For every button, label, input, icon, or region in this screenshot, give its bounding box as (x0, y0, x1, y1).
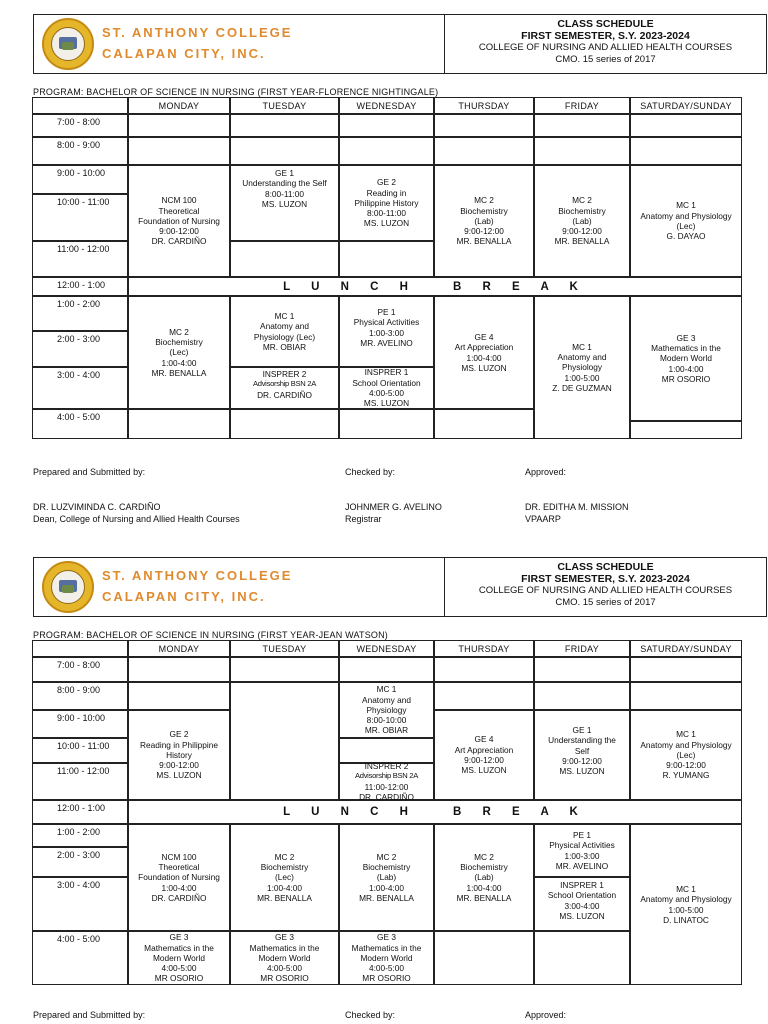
course-block (434, 165, 534, 277)
empty-slot (630, 421, 742, 439)
day-header: THURSDAY (434, 97, 534, 114)
course-code: MC 1 (376, 684, 397, 695)
empty-slot (434, 137, 534, 165)
cmo-reference: CMO. 15 series of 2017 (555, 54, 656, 65)
prepared-title: Dean, College of Nursing and Allied Health Courses (33, 514, 240, 524)
approved-title: VPAARP (525, 514, 561, 524)
empty-slot (534, 657, 630, 682)
course-code: GE 3 (676, 332, 696, 343)
course-title: Philippine History (354, 197, 419, 208)
course-instructor: MR. BENALLA (151, 367, 207, 378)
course-title: Theoretical (158, 862, 200, 873)
course-code: GE 4 (474, 734, 494, 745)
time-slot: 1:00 - 2:00 (32, 296, 128, 331)
course-instructor: MR. AVELINO (360, 337, 413, 348)
course-code: MC 2 (572, 195, 592, 206)
course-title: Art Appreciation (454, 342, 514, 353)
day-header: MONDAY (128, 97, 230, 114)
day-header: WEDNESDAY (339, 97, 434, 114)
course-instructor: MS. LUZON (363, 218, 410, 229)
schedule-title: CLASS SCHEDULE (557, 561, 654, 573)
course-title: Anatomy and (557, 352, 607, 363)
day-header: TUESDAY (230, 640, 339, 657)
time-slot: 2:00 - 3:00 (32, 847, 128, 877)
course-title: School Orientation (547, 890, 617, 901)
course-code: MC 1 (676, 729, 696, 740)
time-slot: 3:00 - 4:00 (32, 367, 128, 409)
break-word: B R E A K (453, 280, 587, 293)
prepared-label: Prepared and Submitted by: (33, 1010, 146, 1020)
course-title: Anatomy and Physiology (640, 210, 732, 221)
course-time: 4:00-5:00 (368, 388, 405, 398)
course-title: Biochemistry (155, 337, 203, 348)
course-block (630, 824, 742, 985)
course-title: Advisorship BSN 2A (253, 379, 316, 389)
course-instructor: MR. BENALLA (359, 892, 414, 903)
course-title: Modern World (258, 952, 311, 963)
day-header: THURSDAY (434, 640, 534, 657)
empty-slot (230, 114, 339, 137)
course-time: 8:00-11:00 (264, 188, 305, 199)
college-name: ST. ANTHONY COLLEGE (102, 25, 293, 40)
course-time: 1:00-4:00 (266, 882, 303, 893)
course-instructor: MR OSORIO (260, 973, 309, 984)
course-block (128, 931, 230, 985)
course-title: Foundation of Nursing (138, 215, 220, 226)
prepared-label: Prepared and Submitted by: (33, 467, 146, 477)
schedule-header (33, 557, 767, 617)
empty-slot (230, 241, 339, 277)
course-instructor: MR. BENALLA (257, 892, 312, 903)
course-title: Anatomy and Physiology (640, 739, 732, 750)
course-block (534, 296, 630, 439)
course-time: 4:00-5:00 (161, 963, 197, 974)
course-time: 9:00-12:00 (159, 226, 199, 237)
empty-slot (339, 657, 434, 682)
empty-slot (128, 657, 230, 682)
empty-slot (230, 682, 339, 800)
course-title: Anatomy and (362, 694, 411, 705)
course-type: (Lec) (676, 749, 696, 760)
course-time: 9:00-12:00 (464, 755, 504, 765)
time-slot: 9:00 - 10:00 (32, 710, 128, 738)
course-instructor: R. YUMANG (662, 770, 710, 781)
course-time: 9:00-12:00 (464, 226, 504, 237)
course-title: History (166, 749, 192, 760)
time-slot: 7:00 - 8:00 (32, 657, 128, 682)
course-title: Advisorship BSN 2A (355, 771, 418, 781)
course-block (534, 710, 630, 800)
course-instructor: D. LINATOC (663, 914, 709, 925)
course-title: Modern World (153, 952, 205, 963)
course-block (230, 367, 339, 409)
empty-slot (339, 738, 434, 763)
course-title: Mathematics in the (651, 343, 721, 354)
empty-slot (434, 114, 534, 137)
course-code: NCM 100 (161, 851, 197, 862)
day-header: WEDNESDAY (339, 640, 434, 657)
time-slot: 12:00 - 1:00 (32, 277, 128, 296)
course-block (128, 296, 230, 409)
course-code: MC 1 (274, 310, 295, 321)
checked-name: JOHNMER G. AVELINO (345, 502, 442, 512)
course-time: 9:00-12:00 (666, 760, 706, 771)
course-instructor: Z. DE GUZMAN (552, 382, 612, 393)
course-code: INSPRER 1 (364, 367, 409, 378)
course-title: Anatomy and Physiology (640, 894, 732, 905)
empty-slot (339, 137, 434, 165)
lunch-break-banner (128, 800, 742, 824)
course-block (230, 824, 339, 931)
course-title: Physical Activities (549, 840, 615, 851)
time-slot: 7:00 - 8:00 (32, 114, 128, 137)
course-title: Anatomy and (260, 321, 309, 332)
course-type: (Lec) (676, 221, 696, 231)
course-code: MC 2 (274, 851, 295, 862)
empty-slot (630, 682, 742, 710)
course-instructor: MR. OBIAR (262, 341, 307, 352)
course-instructor: G. DAYAO (666, 231, 706, 242)
course-title: Physical Activities (353, 317, 420, 328)
course-code: MC 2 (474, 851, 494, 862)
course-instructor: MS. LUZON (363, 398, 410, 409)
course-time: 9:00-12:00 (562, 226, 602, 237)
course-block (128, 710, 230, 800)
course-title: Understanding the Self (242, 178, 327, 189)
course-code: GE 3 (377, 932, 396, 943)
course-instructor: MR. BENALLA (456, 236, 512, 247)
course-block (630, 710, 742, 800)
course-title: Physiology (366, 704, 407, 715)
time-slot: 8:00 - 9:00 (32, 137, 128, 165)
college-department: COLLEGE OF NURSING AND ALLIED HEALTH COURSES (478, 585, 733, 596)
course-title: Mathematics in the (351, 942, 422, 953)
course-block (534, 877, 630, 931)
course-time: 1:00-4:00 (161, 357, 197, 368)
college-department: COLLEGE OF NURSING AND ALLIED HEALTH COURSES (478, 42, 733, 53)
empty-slot (339, 114, 434, 137)
cmo-reference: CMO. 15 series of 2017 (555, 597, 656, 608)
header-title-block (445, 18, 766, 66)
empty-slot (230, 409, 339, 439)
empty-slot (630, 657, 742, 682)
course-time: 8:00-11:00 (366, 208, 407, 219)
course-type: (Lec) (169, 347, 189, 358)
college-city: CALAPAN CITY, INC. (102, 589, 266, 604)
course-time: 1:00-5:00 (668, 904, 704, 915)
empty-slot (434, 931, 534, 985)
time-slot: 11:00 - 12:00 (32, 241, 128, 277)
time-slot: 11:00 - 12:00 (32, 763, 128, 800)
empty-slot (534, 931, 630, 985)
lunch-break-banner (128, 277, 742, 296)
course-time: 1:00-4:00 (466, 882, 502, 893)
lunch-word: L U N C H (283, 806, 417, 818)
schedule-table (33, 98, 743, 440)
course-time: 4:00-5:00 (266, 963, 303, 974)
course-time: 8:00-10:00 (366, 715, 407, 726)
course-title: Physiology (561, 362, 603, 373)
course-title: Modern World (660, 353, 712, 364)
approved-label: Approved: (525, 1010, 567, 1020)
course-time: 1:00-4:00 (161, 882, 197, 893)
checked-label: Checked by: (345, 467, 396, 477)
course-block (630, 165, 742, 277)
empty-slot (128, 682, 230, 710)
course-code: MC 1 (572, 341, 592, 352)
course-title: Mathematics in the (144, 942, 214, 953)
empty-slot (230, 137, 339, 165)
course-code: PE 1 (377, 307, 396, 317)
course-type: (Lec) (275, 872, 294, 883)
course-instructor: DR. CARDIÑO (151, 236, 207, 247)
empty-slot (630, 137, 742, 165)
course-instructor: MR. OBIAR (364, 725, 409, 736)
course-title: Mathematics in the (249, 942, 320, 953)
empty-slot (128, 114, 230, 137)
course-block (534, 165, 630, 277)
empty-slot (339, 241, 434, 277)
course-title: Reading in Philippine (140, 739, 218, 750)
course-block (128, 824, 230, 931)
course-code: GE 4 (474, 331, 494, 342)
course-time: 9:00-12:00 (562, 755, 602, 766)
time-slot: 10:00 - 11:00 (32, 738, 128, 763)
time-slot: 9:00 - 10:00 (32, 165, 128, 194)
course-block (230, 296, 339, 367)
course-instructor: DR. CARDIÑO (151, 892, 207, 903)
course-title: Understanding the (548, 735, 616, 746)
day-header: SATURDAY/SUNDAY (630, 640, 742, 657)
course-time: 1:00-3:00 (564, 850, 600, 861)
course-code: NCM 100 (161, 195, 197, 206)
time-slot: 12:00 - 1:00 (32, 800, 128, 824)
course-time: 1:00-4:00 (368, 882, 405, 893)
course-instructor: MR. AVELINO (555, 860, 609, 871)
program-label: PROGRAM: BACHELOR OF SCIENCE IN NURSING (FIRST YEAR-FLORENCE NIGHTINGALE) (33, 87, 439, 97)
course-block (434, 824, 534, 931)
course-type: (Lab) (376, 872, 397, 883)
day-header: SATURDAY/SUNDAY (630, 97, 742, 114)
college-city: CALAPAN CITY, INC. (102, 46, 266, 61)
course-instructor: DR. CARDIÑO (257, 389, 312, 400)
course-instructor: DR. CARDIÑO (359, 791, 414, 802)
course-block (434, 710, 534, 800)
empty-slot (534, 114, 630, 137)
empty-slot (534, 137, 630, 165)
lunch-word: L U N C H (283, 280, 417, 293)
empty-slot (128, 409, 230, 439)
course-code: INSPRER 1 (560, 880, 604, 890)
course-block (339, 760, 434, 802)
course-block (339, 296, 434, 367)
empty-slot (434, 657, 534, 682)
course-title: Biochemistry (260, 862, 309, 873)
course-block (630, 296, 742, 421)
course-instructor: MS. LUZON (559, 910, 605, 921)
course-block (339, 824, 434, 931)
program-label: PROGRAM: BACHELOR OF SCIENCE IN NURSING (FIRST YEAR-JEAN WATSON) (33, 630, 389, 640)
course-title: Biochemistry (460, 205, 508, 216)
day-header: TUESDAY (230, 97, 339, 114)
time-slot: 4:00 - 5:00 (32, 409, 128, 439)
approved-name: DR. EDITHA M. MISSION (525, 502, 629, 512)
course-title: Biochemistry (460, 862, 508, 873)
course-code: GE 2 (377, 177, 396, 188)
semester-label: FIRST SEMESTER, S.Y. 2023-2024 (521, 573, 690, 585)
empty-slot (339, 409, 434, 439)
course-title: Reading in (366, 187, 407, 198)
schedule-table (33, 641, 743, 986)
course-block (230, 931, 339, 985)
course-time: 1:00-4:00 (466, 352, 502, 363)
course-title: Biochemistry (362, 862, 411, 873)
time-slot: 1:00 - 2:00 (32, 824, 128, 847)
corner-cell (32, 97, 128, 114)
schedule-title: CLASS SCHEDULE (557, 18, 654, 30)
course-instructor: MS. LUZON (156, 770, 202, 781)
checked-label: Checked by: (345, 1010, 396, 1020)
course-code: GE 1 (275, 168, 294, 178)
course-block (534, 824, 630, 877)
course-time: 4:00-5:00 (368, 963, 405, 974)
course-instructor: MS. LUZON (461, 362, 507, 373)
course-block (230, 165, 339, 241)
course-code: INSPRER 2 (262, 369, 307, 379)
course-code: GE 3 (275, 932, 294, 943)
course-code: PE 1 (573, 829, 591, 840)
college-name: ST. ANTHONY COLLEGE (102, 568, 293, 583)
course-code: MC 1 (676, 200, 696, 211)
day-header: FRIDAY (534, 640, 630, 657)
course-code: GE 3 (169, 932, 189, 943)
prepared-name: DR. LUZVIMINDA C. CARDIÑO (33, 502, 161, 512)
corner-cell (32, 640, 128, 657)
course-code: INSPRER 2 (364, 760, 409, 771)
college-seal-logo (42, 561, 94, 613)
empty-slot (434, 682, 534, 710)
course-title: Modern World (360, 952, 413, 963)
course-time: 3:00-4:00 (564, 900, 600, 911)
course-time: 1:00-3:00 (368, 327, 405, 338)
day-header: FRIDAY (534, 97, 630, 114)
break-word: B R E A K (453, 806, 587, 818)
course-code: MC 2 (169, 326, 189, 337)
course-code: GE 2 (169, 729, 189, 740)
course-code: GE 1 (572, 725, 592, 735)
course-block (339, 931, 434, 985)
course-type: (Lab) (474, 215, 494, 226)
course-time: 11:00-12:00 (364, 781, 409, 792)
header-title-block (445, 561, 766, 609)
course-code: MC 1 (676, 883, 696, 894)
course-block (339, 367, 434, 409)
college-seal-logo (42, 18, 94, 70)
course-title: Physiology (Lec) (253, 331, 316, 342)
time-slot: 3:00 - 4:00 (32, 877, 128, 931)
empty-slot (230, 657, 339, 682)
course-block (434, 296, 534, 409)
time-slot: 4:00 - 5:00 (32, 931, 128, 985)
time-slot: 8:00 - 9:00 (32, 682, 128, 710)
time-slot: 10:00 - 11:00 (32, 194, 128, 241)
course-time: 1:00-4:00 (668, 363, 704, 374)
course-title: School Orientation (352, 377, 421, 388)
checked-title: Registrar (345, 514, 382, 524)
course-type: (Lab) (474, 872, 494, 883)
course-time: 9:00-12:00 (159, 760, 199, 771)
approved-label: Approved: (525, 467, 567, 477)
course-instructor: MS. LUZON (559, 766, 605, 777)
course-instructor: MR OSORIO (661, 373, 711, 384)
empty-slot (128, 137, 230, 165)
course-title: Self (574, 745, 590, 756)
time-slot: 2:00 - 3:00 (32, 331, 128, 367)
course-instructor: MR. BENALLA (554, 236, 610, 247)
empty-slot (630, 114, 742, 137)
course-instructor: MS. LUZON (261, 198, 308, 209)
course-instructor: MR OSORIO (154, 973, 204, 984)
course-title: Art Appreciation (454, 744, 514, 755)
empty-slot (434, 409, 534, 439)
course-code: MC 2 (376, 851, 397, 862)
empty-slot (534, 682, 630, 710)
course-code: MC 2 (474, 195, 494, 206)
course-block (339, 165, 434, 241)
course-instructor: MR OSORIO (362, 973, 411, 984)
semester-label: FIRST SEMESTER, S.Y. 2023-2024 (521, 30, 690, 42)
course-title: Biochemistry (558, 205, 606, 216)
course-time: 1:00-5:00 (564, 372, 600, 383)
course-title: Foundation of Nursing (138, 872, 220, 883)
course-type: (Lab) (572, 215, 592, 226)
course-title: Theoretical (158, 205, 200, 216)
course-block (339, 682, 434, 738)
course-instructor: MS. LUZON (461, 765, 507, 776)
course-instructor: MR. BENALLA (456, 892, 512, 903)
day-header: MONDAY (128, 640, 230, 657)
course-block (128, 165, 230, 277)
schedule-header (33, 14, 767, 74)
